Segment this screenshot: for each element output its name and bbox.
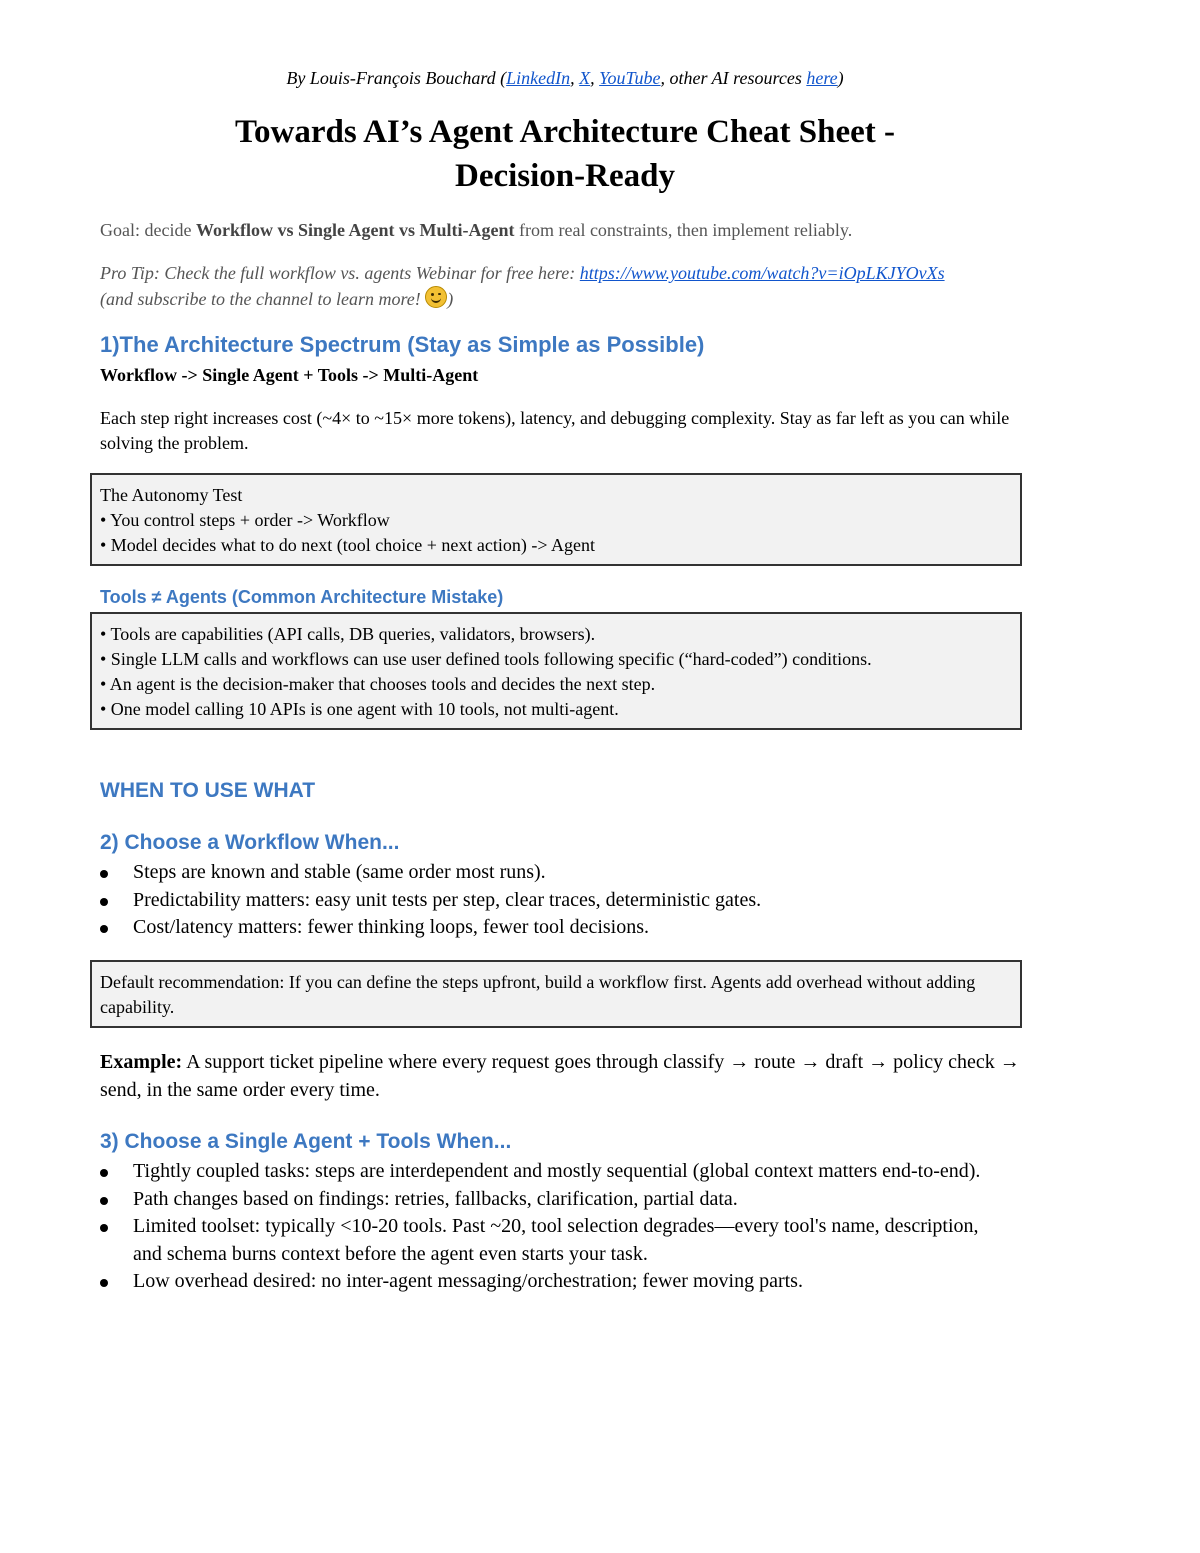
page-title [0, 110, 1130, 198]
goal-prefix: Goal: decide [100, 220, 196, 240]
tools-line: • An agent is the decision-maker that chooses tools and decides the next step. [100, 674, 656, 694]
resources-here-link[interactable]: here [806, 68, 838, 88]
bullet-icon [100, 898, 108, 906]
list-item [100, 887, 1000, 915]
byline-sep2: , [590, 68, 600, 88]
list-item-text: Limited toolset: typically <10-20 tools. Past ~20, tool selection degrades—every tool's name, description, and schema burns context before the agent even starts your task. [133, 1215, 979, 1265]
list-item-text: Steps are known and stable (same order most runs). [133, 861, 546, 883]
pro-tip-suffix: ) [447, 289, 454, 309]
list-item-text: Predictability matters: easy unit tests per step, clear traces, deterministic gates. [133, 888, 762, 911]
section1-paragraph: Each step right increases cost (~4× to ~15× more tokens), latency, and debugging complexity. Stay as far left as you can while solving the problem. [100, 408, 1010, 453]
page-title-line2: Decision-Ready [455, 158, 675, 194]
tools-line: • Single LLM calls and workflows can use user defined tools following specific (“hard-coded”) conditions. [100, 649, 872, 669]
autonomy-test-box [90, 473, 1022, 566]
tools-vs-agents-heading: Tools ≠ Agents (Common Architecture Mistake) [100, 587, 504, 607]
list-item [100, 859, 1000, 887]
example-label: Example: [100, 1051, 183, 1073]
section3-heading: 3) Choose a Single Agent + Tools When... [100, 1130, 512, 1153]
bullet-icon [100, 1169, 108, 1177]
architecture-spectrum: Workflow -> Single Agent + Tools -> Multi-Agent [100, 365, 479, 385]
autonomy-line: • Model decides what to do next (tool choice + next action) -> Agent [100, 535, 595, 555]
byline-middle: , other AI resources [660, 68, 807, 88]
example-text: A support ticket pipeline where every request goes through classify → route → draft → policy check → send, in the same order every time. [100, 1051, 1020, 1101]
byline-sep1: , [570, 68, 580, 88]
list-item [100, 914, 1000, 942]
bullet-icon [100, 1279, 108, 1287]
list-item [100, 1158, 1000, 1186]
pro-tip [100, 261, 1060, 312]
list-item-text: Low overhead desired: no inter-agent messaging/orchestration; fewer moving parts. [133, 1270, 803, 1292]
youtube-link[interactable]: YouTube [599, 68, 661, 88]
page-title-line1: Towards AI’s Agent Architecture Cheat Sheet - [235, 114, 895, 150]
list-item-text: Tightly coupled tasks: steps are interdependent and mostly sequential (global context matters end-to-end). [133, 1160, 981, 1182]
section2-heading: 2) Choose a Workflow When... [100, 831, 400, 854]
byline-suffix: ) [837, 68, 844, 88]
list-item [100, 1186, 1000, 1214]
webinar-link[interactable]: https://www.youtube.com/watch?v=iOpLKJYOvXs [579, 263, 945, 283]
goal-bold: Workflow vs Single Agent vs Multi-Agent [195, 220, 515, 240]
workflow-bullet-list [100, 859, 1000, 942]
list-item [100, 1213, 1000, 1268]
list-item-text: Path changes based on findings: retries, fallbacks, clarification, partial data. [133, 1187, 738, 1210]
workflow-example [100, 1048, 1020, 1104]
tools-line: • One model calling 10 APIs is one agent with 10 tools, not multi-agent. [100, 699, 619, 719]
bullet-icon [100, 925, 108, 933]
tools-vs-agents-box [90, 612, 1022, 730]
x-link[interactable]: X [579, 68, 591, 88]
section1-heading: 1)The Architecture Spectrum (Stay as Simple as Possible) [100, 332, 705, 357]
pro-tip-line2 [100, 286, 1060, 312]
single-agent-bullet-list [100, 1158, 1000, 1296]
default-recommendation-text: Default recommendation: If you can define the steps upfront, build a workflow first. Agents add overhead without adding capability. [100, 972, 976, 1017]
bullet-icon [100, 1197, 108, 1205]
byline [0, 66, 1130, 90]
pro-tip-line1 [100, 261, 1060, 286]
when-to-use-heading: WHEN TO USE WHAT [100, 779, 316, 802]
bullet-icon [100, 1224, 108, 1232]
bullet-icon [100, 870, 108, 878]
goal-suffix: from real constraints, then implement reliably. [514, 220, 853, 240]
goal-statement [100, 218, 1060, 242]
pro-tip-prefix: Pro Tip: Check the full workflow vs. agents Webinar for free here: [100, 263, 580, 283]
autonomy-test-title: The Autonomy Test [100, 485, 243, 505]
linkedin-link[interactable]: LinkedIn [506, 68, 571, 88]
winking-face-icon [425, 286, 447, 308]
autonomy-line: • You control steps + order -> Workflow [100, 510, 390, 530]
tools-line: • Tools are capabilities (API calls, DB queries, validators, browsers). [100, 624, 596, 644]
list-item [100, 1268, 1000, 1296]
list-item-text: Cost/latency matters: fewer thinking loops, fewer tool decisions. [133, 916, 649, 938]
byline-prefix: By Louis-François Bouchard ( [286, 68, 507, 88]
default-recommendation-box [90, 960, 1022, 1028]
pro-tip-subscribe: (and subscribe to the channel to learn more! [100, 289, 426, 309]
